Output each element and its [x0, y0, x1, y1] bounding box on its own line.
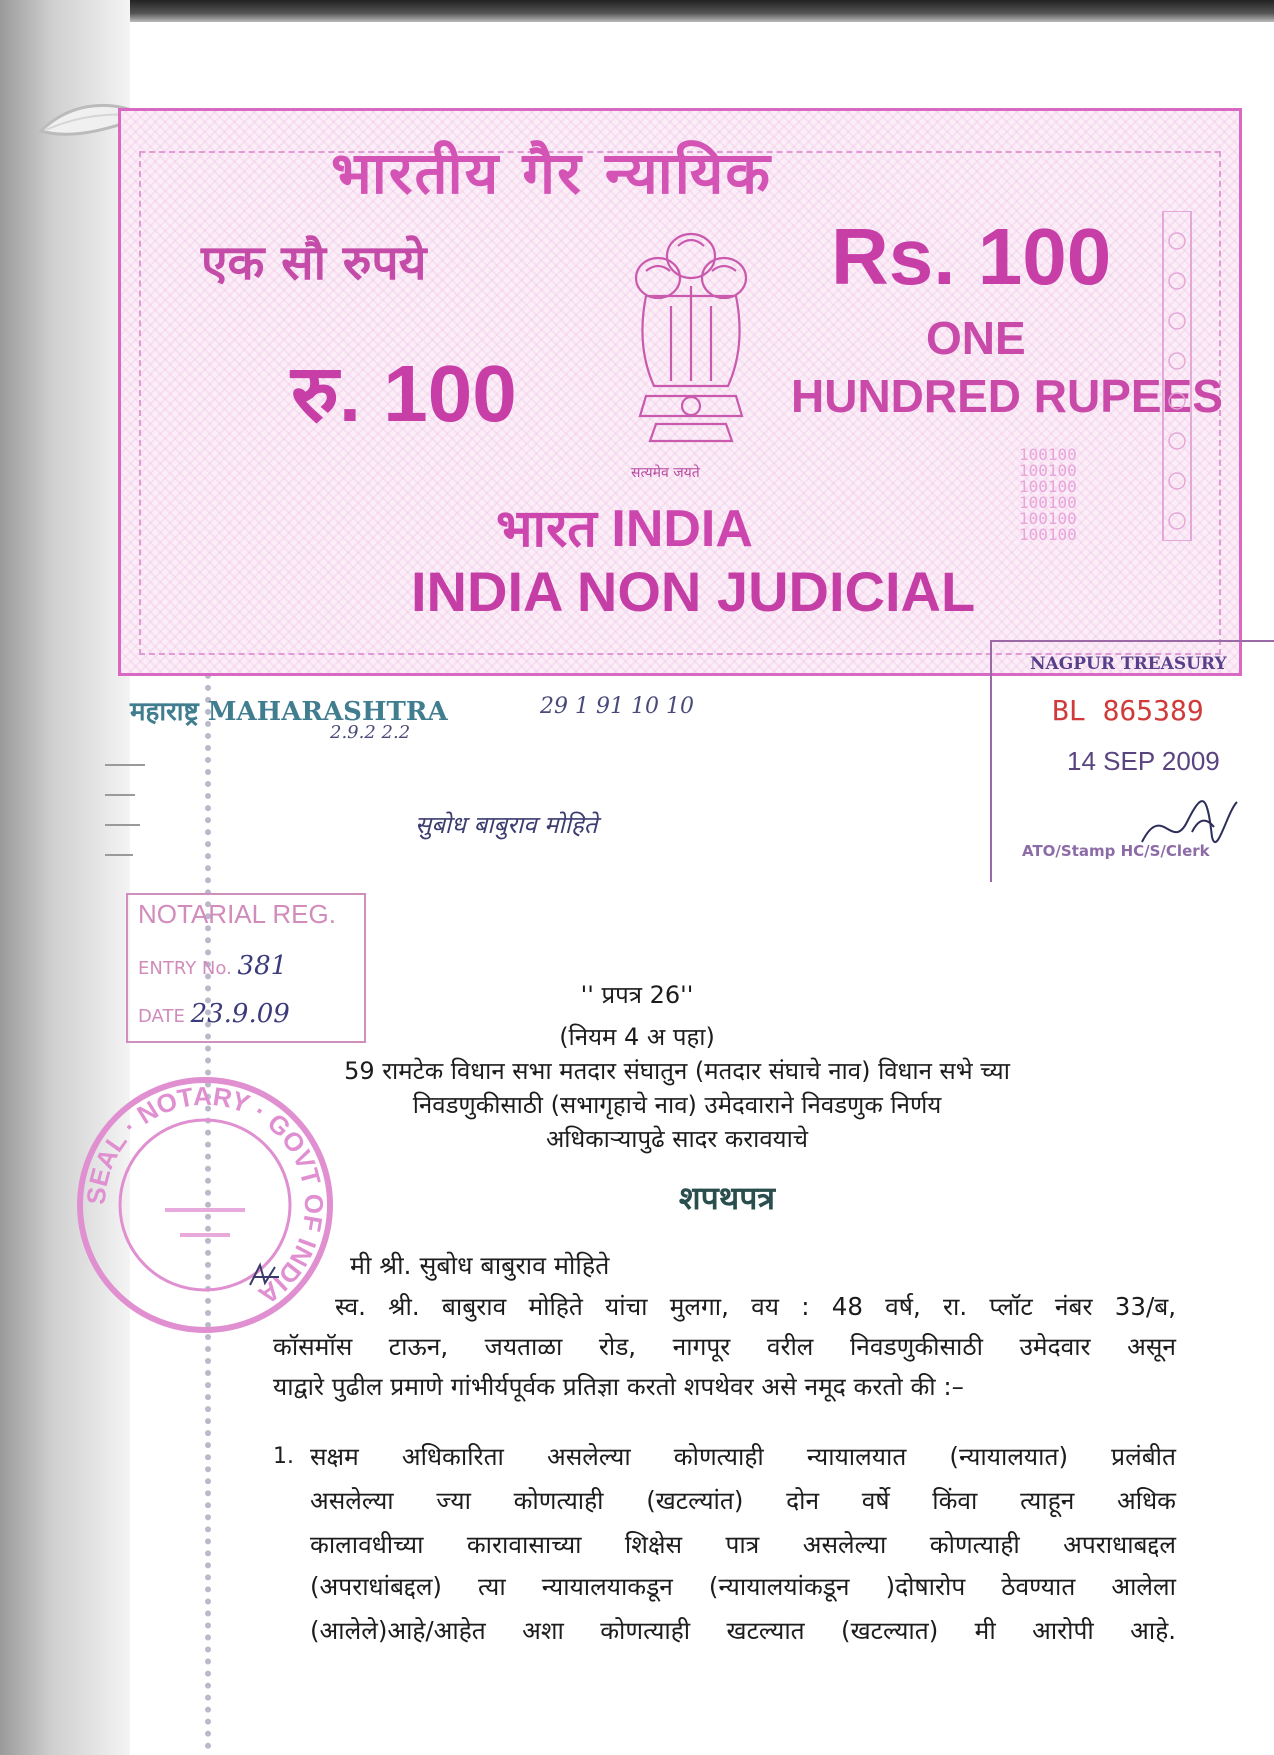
stamp-microprint: 100100 100100 100100 100100 100100 100100	[1019, 447, 1077, 544]
intro-line-1: स्व. श्री. बाबुराव मोहिते यांचा मुलगा, वय : 48 वर्ष, रा. प्लॉट नंबर 33/ब,	[335, 1292, 1176, 1321]
handwritten-serial: 2.9.2 2.2	[330, 722, 411, 743]
scan-top-shadow	[0, 0, 1274, 22]
handwritten-purchaser-name: सुबोध बाबुराव मोहिते	[415, 811, 598, 839]
heading-line-1: 59 रामटेक विधान सभा मतदार संघातुन (मतदार संघाचे नाव) विधान सभे च्या	[344, 1057, 1010, 1085]
para-1-number: 1.	[273, 1444, 294, 1469]
stamp-hindi-title: भारतीय गैर न्यायिक	[331, 139, 772, 207]
para-1-line-1: सक्षम अधिकारिता असलेल्या कोणत्याही न्यायालयात (न्यायालयात) प्रलंबीत	[310, 1442, 1176, 1471]
stamp-paper-header	[118, 108, 1242, 676]
stamp-rs-100: Rs. 100	[831, 212, 1112, 301]
para-1-line-4: (अपराधांबद्दल) त्या न्यायालयाकडून (न्यायालयांकडून )दोषारोप ठेवण्यात आलेला	[310, 1572, 1176, 1601]
stamp-satyamev-jayate: सत्यमेव जयते	[631, 465, 700, 481]
stamp-one: ONE	[926, 312, 1026, 364]
stamp-bharat-india: भारत INDIA	[496, 500, 753, 558]
notarial-entry-value: 381	[237, 951, 288, 981]
stamp-ek-sau-rupaye: एक सौ रुपये	[201, 235, 427, 291]
notarial-date-label: DATE	[138, 1006, 185, 1027]
notarial-date-value: 23.9.09	[190, 999, 290, 1029]
document-title: शपथपत्र	[678, 1179, 776, 1217]
treasury-footer: ATO/Stamp HC/S/Clerk	[1022, 842, 1210, 860]
intro-line-3: याद्वारे पुढील प्रमाणे गांभीर्यपूर्वक प्रतिज्ञा करतो शपथेवर असे नमूद करतो की :–	[273, 1372, 964, 1401]
intro-line-2: कॉसमॉस टाऊन, जयताळा रोड, नागपूर वरील निवडणुकीसाठी उमेदवार असून	[273, 1332, 1176, 1361]
stamp-hundred-rupees: HUNDRED RUPEES	[791, 370, 1223, 422]
notarial-entry	[138, 951, 287, 981]
notarial-entry-label: ENTRY No.	[138, 958, 232, 979]
seal-text: SEAL · NOTARY · GOVT OF INDIA	[80, 1080, 330, 1311]
treasury-title: NAGPUR TREASURY	[1030, 654, 1227, 674]
faded-stamp-text	[100, 750, 220, 870]
stamp-ru-100: रु. 100	[291, 349, 517, 438]
para-1-line-5: (आलेले)आहे/आहेत अशा कोणत्याही खटल्यात (खटल्यात) मी आरोपी आहे.	[310, 1616, 1176, 1645]
ashoka-emblem-icon	[616, 216, 766, 461]
handwritten-stamp-number: 29 1 91 10 10	[540, 694, 694, 719]
treasury-date: 14 SEP 2009	[1067, 746, 1220, 776]
scan-left-edge	[0, 0, 130, 1755]
rule-reference: (नियम 4 अ पहा)	[559, 1023, 715, 1051]
initial-mark	[245, 1255, 285, 1295]
notarial-title: NOTARIAL REG.	[138, 899, 336, 929]
stamp-india-non-judicial: INDIA NON JUDICIAL	[411, 560, 976, 623]
para-1-line-2: असलेल्या ज्या कोणत्याही (खटल्यांत) दोन वर्षे किंवा त्याहून अधिक	[310, 1486, 1176, 1515]
heading-line-2: निवडणुकीसाठी (सभागृहाचे नाव) उमेदवाराने निवडणुक निर्णय	[412, 1091, 942, 1119]
heading-line-3: अधिकाऱ्यापुढे सादर करावयाचे	[545, 1125, 809, 1153]
maharashtra-label: महाराष्ट्र MAHARASHTRA	[130, 697, 448, 727]
form-number: '' प्रपत्र 26''	[580, 981, 694, 1009]
para-1-line-3: कालावधीच्या कारावासाच्या शिक्षेस पात्र असलेल्या कोणत्याही अपराधाबद्दल	[310, 1530, 1176, 1559]
intro-name: मी श्री. सुबोध बाबुराव मोहिते	[350, 1251, 610, 1280]
treasury-serial-number: BL 865389	[1052, 694, 1204, 727]
treasury-stamp-box	[990, 640, 1274, 882]
stamp-side-microtext	[1157, 211, 1197, 541]
